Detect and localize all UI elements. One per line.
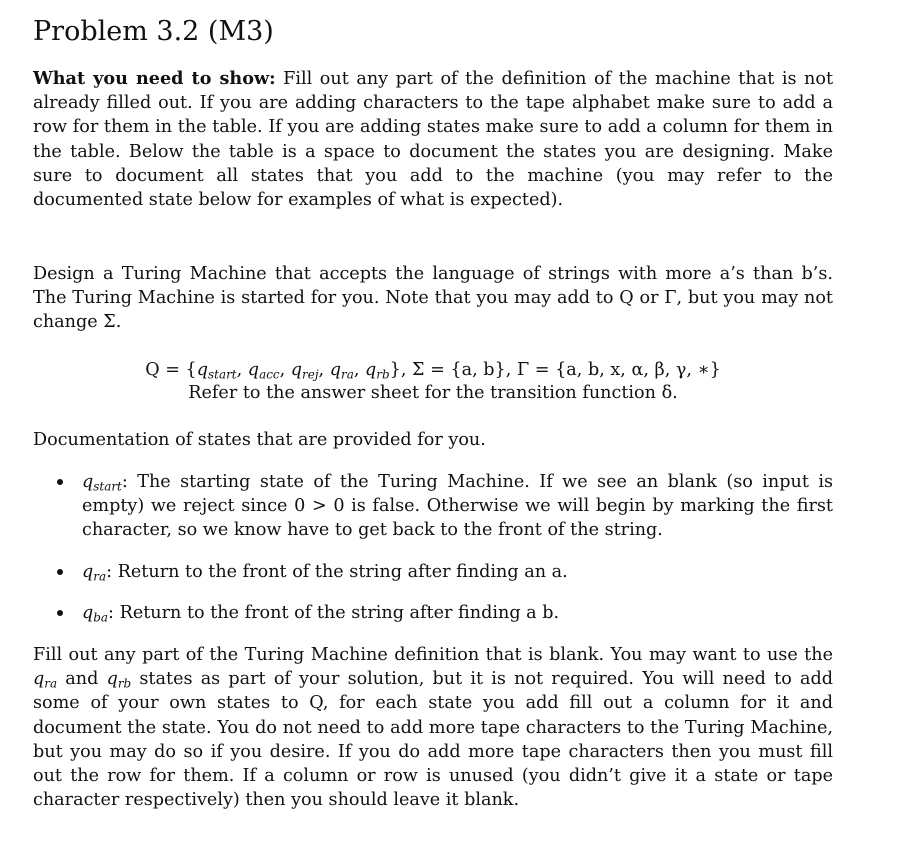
problem-title: Problem 3.2 (M3) <box>33 16 274 47</box>
doc-item-start: $q_{start}$: The starting state of the Turing Machine. If we see an blank (so input is empty) we reject since 0 > 0 is false. Otherwise we will begin by marking the first character, so we know have to get back to the front of the string. <box>57 470 833 543</box>
instructions-lead: What you need to show: <box>33 68 276 89</box>
state-ra: ra <box>340 367 354 382</box>
design-paragraph: Design a Turing Machine that accepts the language of strings with more a’s than b’s. The Turing Machine is started for you. Note that you may add to Q or Γ, but you may not change Σ. <box>33 264 833 333</box>
bullet-dot-icon <box>57 479 63 485</box>
state-start: start <box>208 367 237 382</box>
sigma-set: Σ = {a, b}, <box>412 360 512 380</box>
state-rej: rej <box>302 367 319 382</box>
doc-state-ra: ra <box>93 569 107 584</box>
doc-text-ba: : Return to the front of the string after finding a b. <box>108 603 560 623</box>
q-set-close: }, <box>389 360 407 380</box>
bullet-dot-icon <box>57 610 63 616</box>
doc-item-ba: $q_{ba}$: Return to the front of the string after finding a b. <box>57 601 833 625</box>
fill-text-2: and <box>65 669 99 690</box>
gamma-set: Γ = {a, b, x, α, β, γ, ∗} <box>516 360 721 380</box>
state-rb: rb <box>376 367 390 382</box>
doc-state-start: start <box>93 479 122 494</box>
documentation-heading: Documentation of states that are provided for you. <box>33 430 486 450</box>
instructions-text: Fill out any part of the definition of the machine that is not already filled out. If you are adding characters to the tape alphabet make sure to add a row for them in the table. If you are adding states make sure to add a column for them in the table. Below the table is a space to document the states you are designing. Make sure to document all states that you add to the machine (you may refer to the documented state below for examples of what is expected). <box>33 69 834 211</box>
machine-definition: $Q = \{q_{start}$, $q_{acc}$, $q_{rej}$, $q_{ra}$, $q_{rb}$}, Σ = {a, b}, Γ = {a, b, x, α, β, γ, ∗} <box>145 360 721 382</box>
doc-item-ra: $q_{ra}$: Return to the front of the string after finding an a. <box>57 560 833 584</box>
transition-function-note: Refer to the answer sheet for the transition function δ. <box>188 383 678 403</box>
doc-text-start: : The starting state of the Turing Machine. If we see an blank (so input is empty) we reject since 0 > 0 is false. Otherwise we will begin by marking the first character, so we know have to get back to the front of the string. <box>82 472 833 541</box>
fill-state-rb: rb <box>117 676 132 691</box>
fill-text-1: Fill out any part of the Turing Machine definition that is blank. You may want to use the <box>33 645 833 665</box>
doc-text-ra: : Return to the front of the string after finding an a. <box>106 562 568 582</box>
q-set-open: Q = { <box>145 360 197 380</box>
fill-out-paragraph: Fill out any part of the Turing Machine definition that is blank. You may want to use the $q_{ra}$ and $q_{rb}$ states as part of your solution, but it is not required. You will need to add some of your own states to Q, for each state you add fill out a column for it and document the state. You do not need to add more tape characters to the Turing Machine, but you may do so if you desire. If you do add more tape characters then you must fill out the row for them. If a column or row is unused (you didn’t give it a state or tape character respectively) then you should leave it blank. <box>33 645 833 811</box>
fill-text-3: states as part of your solution, but it is not required. You will need to add some of your own states to Q, for each state you add fill out a column for it and document the state. You do not need to add more tape characters to the Turing Machine, but you may do so if you desire. If you do add more tape characters then you must fill out the row for them. If a column or row is unused (you didn’t give it a state or tape character respectively) then you should leave it blank. <box>33 669 833 811</box>
fill-state-ra: ra <box>44 676 58 691</box>
bullet-dot-icon <box>57 569 63 575</box>
instructions-paragraph <box>33 67 833 212</box>
state-acc: acc <box>259 367 280 382</box>
doc-state-ba: ba <box>93 610 109 625</box>
